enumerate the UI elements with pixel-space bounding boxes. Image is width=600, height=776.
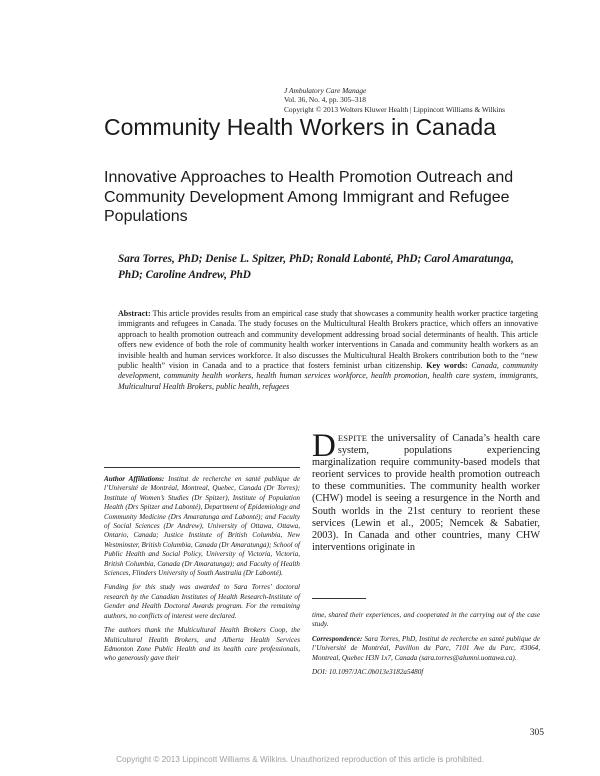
author-notes (104, 475, 300, 669)
drop-cap: D (312, 428, 336, 464)
funding-note: Funding for this study was awarded to Sara Torres’ doctoral research by the Canadian Institutes of Health Research-Institute of Gender and Health Doctoral Awards program. For the remaining authors, no conflicts of interest were declared. (104, 583, 300, 620)
footnote-divider (312, 598, 366, 599)
page-number: 305 (529, 728, 544, 738)
right-notes (312, 611, 540, 682)
thanks-continuation: time, shared their experiences, and cooperated in the carrying out of the case study. (312, 611, 540, 629)
affiliations-text: Institut de recherche en santé publique de l’Université de Montréal, Montreal, Quebec, Canada (Dr Torres); Institute of Women’s Studies (Dr Spitzer), Institute of Population Health (Drs Spitzer and Labonté), Department of Epidemiology and Community Medicine (Drs Amaratunga and Labonté); and Faculty of Social Sciences (Dr Andrew), University of Ottawa, Ottawa, Ontario, Canada; Justice Institute of British Columbia, New Westminster, British Columbia, Canada (Dr Amaratunga); School of Public Health and Social Policy, University of Victoria, Victoria, British Columbia, Canada (Dr Amaratunga); and Faculty of Health Sciences, Flinders University of South Australia (Dr Labonté). (104, 475, 300, 578)
correspondence-label: Correspondence: (312, 634, 363, 643)
left-column-divider (104, 467, 300, 468)
keywords: Canada, community development, community health workers, health human services workforce, health promotion, health care system, immigrants, Multicultural Health Brokers, public health, refugees (118, 361, 538, 391)
article-title: Community Health Workers in Canada (104, 114, 497, 140)
body-text (312, 428, 540, 554)
journal-info (284, 86, 584, 114)
affiliations-label: Author Affiliations: (104, 475, 165, 483)
correspondence-note (312, 635, 540, 663)
abstract-label: Abstract: (118, 309, 151, 318)
article-subtitle: Innovative Approaches to Health Promotion Outreach and Community Development Among Immigrant and Refugee Populations (104, 169, 514, 225)
body-paragraph: the universality of Canada’s health care system, populations experiencing marginalization require community-based models that reorient services to provide health promotion outreach to these communities. The community health worker (CHW) model is seeing a resurgence in the North and South worlds in the 21st century to reorient these services (Lewin et al., 2005; Nemcek & Sabatier, 2003). In Canada and other countries, many CHW interventions originate in (312, 433, 540, 553)
keywords-label: Key words: (426, 361, 468, 371)
affiliations-note (104, 475, 300, 578)
journal-copyright: Copyright © 2013 Wolters Kluwer Health | Lippincott Williams & Wilkins (284, 104, 506, 114)
copyright-footer: Copyright © 2013 Lippincott Williams & Wilkins. Unauthorized reproduction of this article is prohibited. (116, 755, 484, 764)
author-list: Sara Torres, PhD; Denise L. Spitzer, PhD; Ronald Labonté, PhD; Carol Amaratunga, PhD; Caroline Andrew, PhD (118, 253, 514, 281)
abstract (118, 309, 538, 392)
body-smallcaps: ESPITE (337, 433, 368, 443)
correspondence-text: Sara Torres, PhD, Institut de recherche en santé publique de l’Université de Montréal, Pavillon du Parc, 7101 Ave du Parc, #3064, Montreal, Quebec H3N 1x7, Canada (sara.torres@alumni.uottawa.ca). (312, 634, 540, 662)
abstract-text: This article provides results from an empirical case study that showcases a community health worker practice targeting immigrants and refugees in Canada. The study focuses on the Multicultural Health Brokers practice, which offers an innovative approach to health promotion outreach and community development addressing broad social determinants of health. This article offers new evidence of both the role of community health worker interventions in Canada and community health workers as an invisible health and human services workforce. It also discusses the Multicultural Health Brokers contribution both to the “new public health” vision in Canada and to a practice that fosters feminist urban citizenship. (118, 309, 538, 371)
journal-volume: Vol. 36, No. 4, pp. 305–318 (284, 95, 366, 105)
thanks-note: The authors thank the Multicultural Health Brokers Coop, the Multicultural Health Brokers, and Alberta Health Services Edmonton Zone Public Health and its health care professionals, who generously gave their (104, 626, 300, 663)
journal-name: J Ambulatory Care Manage (284, 86, 367, 95)
doi: DOI: 10.1097/JAC.0b013e3182a5480f (312, 668, 424, 677)
